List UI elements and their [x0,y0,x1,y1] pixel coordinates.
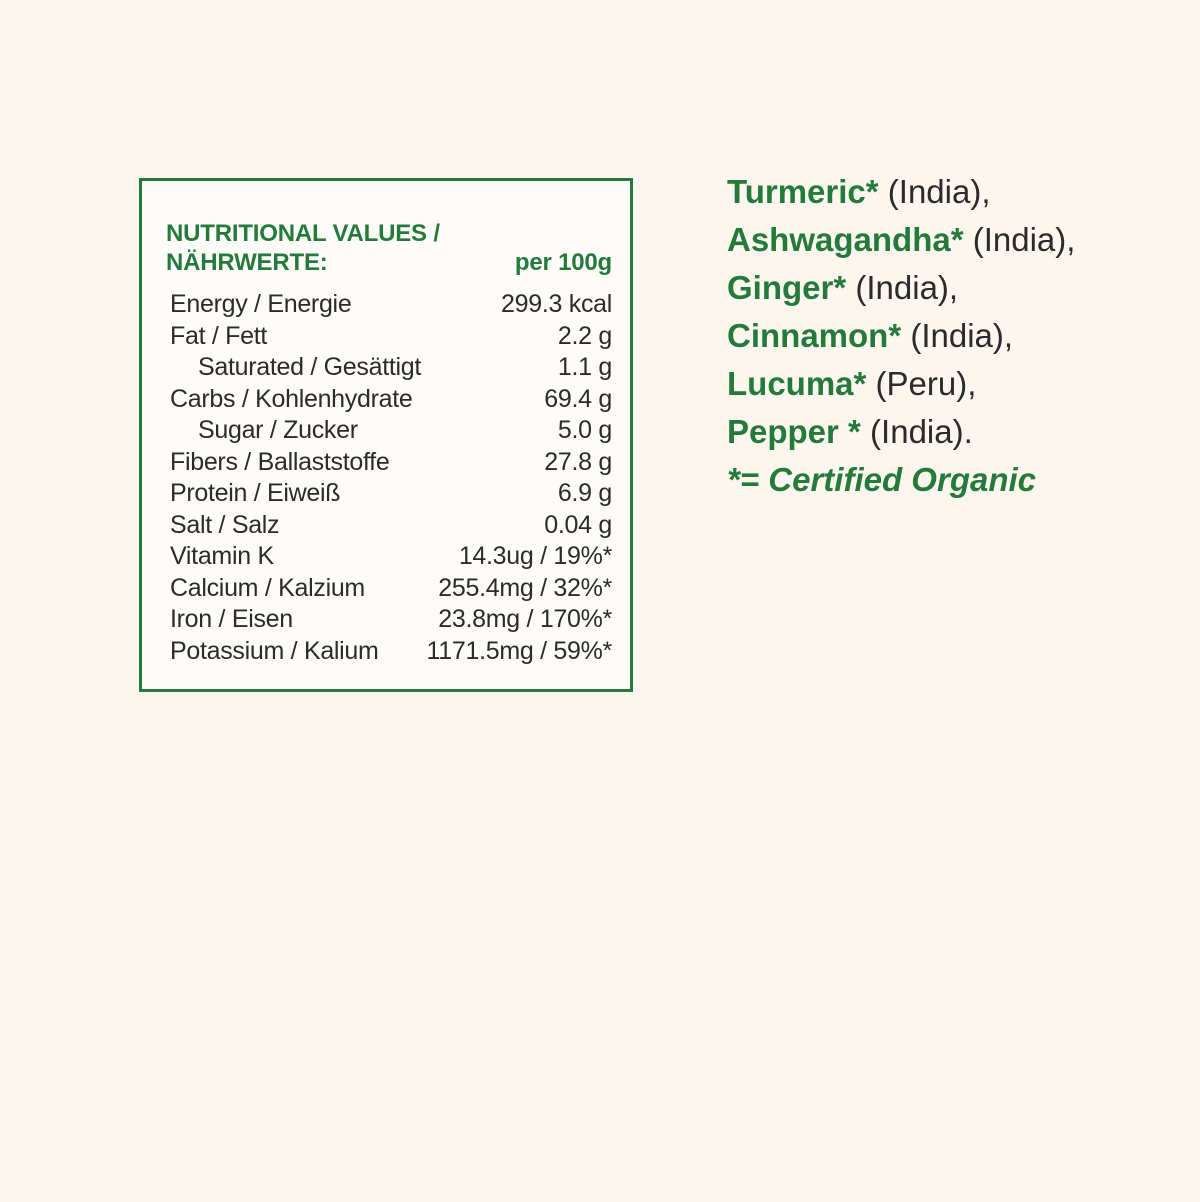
ingredients-list [727,168,1187,504]
ingredient-item [727,216,1187,264]
nutrition-label: Sugar / Zucker [198,416,358,444]
nutrition-label: Fat / Fett [170,321,268,350]
nutrition-label: Calcium / Kalzium [170,573,365,602]
nutrition-row-salt [170,510,612,542]
nutrition-label: Protein / Eiweiß [170,479,341,507]
nutrition-row-carbs [170,384,612,416]
nutrition-row-protein [170,478,612,510]
nutrition-value: 1171.5mg / 59%* [426,636,612,665]
organic-footnote: *= Certified Organic [727,461,1037,498]
per-100g-label: per 100g [514,249,612,276]
nutrition-title-line1: NUTRITIONAL VALUES / [166,220,440,247]
nutrition-value: 5.0 g [557,416,612,444]
ingredient-item [727,168,1187,216]
nutrition-label: Carbs / Kohlenhydrate [170,384,413,413]
nutrition-value: 299.3 kcal [501,290,612,318]
nutrition-row-vitamin-k [170,541,612,573]
nutrition-row-sugar [170,415,612,447]
nutrition-value: 0.04 g [544,510,612,539]
nutrition-row-fat [170,321,612,353]
ingredient-name: Lucuma* [727,365,867,402]
nutrition-label: Iron / Eisen [170,605,293,633]
nutrition-value: 1.1 g [557,353,612,381]
nutrition-row-fibers [170,447,612,479]
nutrition-value: 69.4 g [544,384,612,413]
nutrition-table [139,178,633,692]
nutrition-row-potassium [170,636,612,668]
ingredient-name: Cinnamon* [727,317,902,354]
nutrition-title-line2: NÄHRWERTE: [166,249,328,276]
nutrition-row-saturated [170,352,612,384]
ingredient-origin: (India), [963,221,1076,258]
nutrition-label: Salt / Salz [170,510,280,539]
ingredient-item [727,312,1187,360]
ingredient-origin: (India), [901,317,1014,354]
ingredient-name: Ginger* [727,269,847,306]
ingredient-item [727,408,1187,456]
ingredient-origin: (India), [846,269,959,306]
nutrition-header [166,219,612,277]
ingredient-origin: (India). [860,413,973,450]
ingredient-item [727,360,1187,408]
nutrition-value: 23.8mg / 170%* [438,605,612,633]
nutrition-label: Fibers / Ballaststoffe [170,447,390,476]
nutrition-value: 27.8 g [544,447,612,476]
nutrition-value: 6.9 g [557,479,612,507]
nutrition-value: 2.2 g [557,321,612,350]
ingredient-origin: (Peru), [866,365,977,402]
nutrition-row-energy [170,289,612,321]
nutrition-row-calcium [170,573,612,605]
nutrition-value: 14.3ug / 19%* [458,542,612,570]
nutrition-label: Vitamin K [170,542,274,570]
nutrition-row-iron [170,604,612,636]
nutrition-value: 255.4mg / 32%* [438,573,612,602]
ingredient-item [727,264,1187,312]
ingredient-name: Ashwagandha* [727,221,964,258]
nutrition-label: Potassium / Kalium [170,636,379,665]
nutrition-label: Energy / Energie [170,290,352,318]
nutrition-rows [170,289,612,667]
ingredient-name: Pepper * [727,413,861,450]
ingredient-origin: (India), [878,173,991,210]
nutrition-label: Saturated / Gesättigt [198,353,421,381]
ingredient-name: Turmeric* [727,173,879,210]
